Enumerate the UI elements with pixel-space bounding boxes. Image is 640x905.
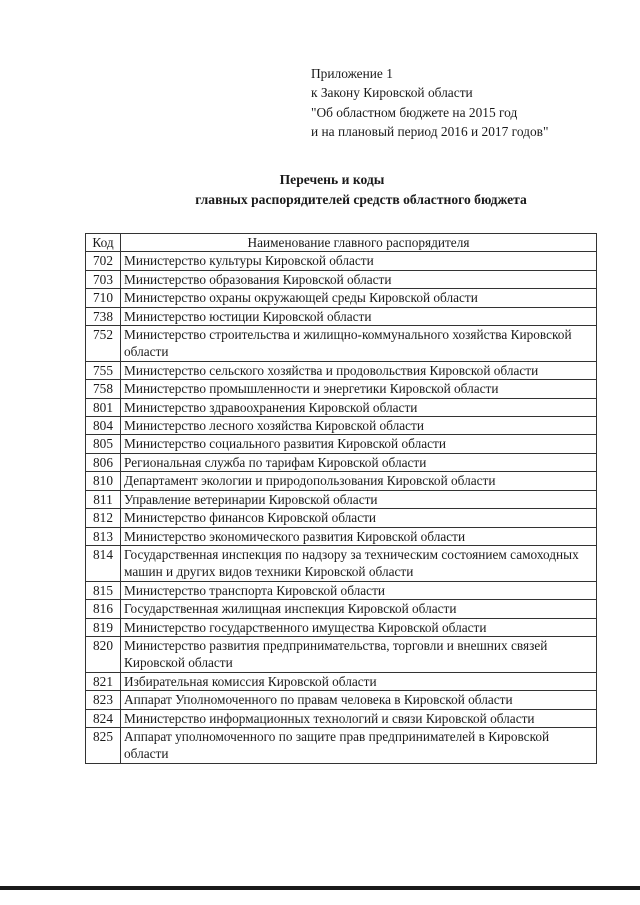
distributors-table	[85, 233, 597, 764]
row-name: Государственная жилищная инспекция Кировской области	[121, 600, 597, 618]
bottom-divider	[0, 886, 640, 890]
row-name: Министерство сельского хозяйства и продовольствия Кировской области	[121, 361, 597, 379]
table-row	[86, 636, 597, 672]
row-code: 824	[86, 709, 121, 727]
row-name: Министерство охраны окружающей среды Кировской области	[121, 289, 597, 307]
table-row	[86, 398, 597, 416]
column-header-code: Код	[86, 234, 121, 252]
table-row	[86, 252, 597, 270]
row-name: Министерство юстиции Кировской области	[121, 307, 597, 325]
title-line-1: Перечень и коды	[279, 172, 385, 187]
row-code: 752	[86, 326, 121, 362]
row-code: 738	[86, 307, 121, 325]
row-code: 801	[86, 398, 121, 416]
table-row	[86, 435, 597, 453]
row-code: 810	[86, 472, 121, 490]
document-title	[0, 170, 640, 209]
row-name: Министерство здравоохранения Кировской области	[121, 398, 597, 416]
row-code: 814	[86, 545, 121, 581]
table-row	[86, 672, 597, 690]
table-row	[86, 472, 597, 490]
table-row	[86, 307, 597, 325]
row-name: Государственная инспекция по надзору за техническим состоянием самоходных машин и других видов техники Кировской области	[121, 545, 597, 581]
table-row	[86, 709, 597, 727]
row-code: 710	[86, 289, 121, 307]
table-row	[86, 527, 597, 545]
table-row	[86, 417, 597, 435]
table-row	[86, 453, 597, 471]
row-code: 816	[86, 600, 121, 618]
appendix-note	[311, 64, 548, 141]
appendix-line: "Об областном бюджете на 2015 год	[311, 104, 518, 120]
row-code: 812	[86, 509, 121, 527]
row-code: 825	[86, 727, 121, 763]
row-code: 804	[86, 417, 121, 435]
table-row	[86, 581, 597, 599]
table-row	[86, 509, 597, 527]
row-code: 755	[86, 361, 121, 379]
table-row	[86, 490, 597, 508]
row-name: Министерство транспорта Кировской области	[121, 581, 597, 599]
table-row	[86, 289, 597, 307]
row-code: 811	[86, 490, 121, 508]
table-row	[86, 727, 597, 763]
table-row	[86, 361, 597, 379]
row-code: 805	[86, 435, 121, 453]
title-line-2: главных распорядителей средств областного бюджета	[195, 191, 527, 207]
row-code: 758	[86, 380, 121, 398]
row-name: Министерство государственного имущества Кировской области	[121, 618, 597, 636]
row-code: 813	[86, 527, 121, 545]
row-code: 819	[86, 618, 121, 636]
row-code: 703	[86, 270, 121, 288]
row-name: Министерство строительства и жилищно-коммунального хозяйства Кировской области	[121, 326, 597, 362]
row-name: Аппарат уполномоченного по защите прав предпринимателей в Кировской области	[121, 727, 597, 763]
table-row	[86, 545, 597, 581]
row-name: Министерство культуры Кировской области	[121, 252, 597, 270]
row-name: Министерство социального развития Кировской области	[121, 435, 597, 453]
row-name: Министерство промышленности и энергетики Кировской области	[121, 380, 597, 398]
row-name: Министерство финансов Кировской области	[121, 509, 597, 527]
row-name: Министерство образования Кировской области	[121, 270, 597, 288]
row-code: 821	[86, 672, 121, 690]
table-row	[86, 270, 597, 288]
row-code: 806	[86, 453, 121, 471]
row-code: 702	[86, 252, 121, 270]
row-name: Министерство информационных технологий и связи Кировской области	[121, 709, 597, 727]
row-name: Министерство лесного хозяйства Кировской области	[121, 417, 597, 435]
row-name: Управление ветеринарии Кировской области	[121, 490, 597, 508]
column-header-name: Наименование главного распорядителя	[121, 234, 597, 252]
table-header-row	[86, 234, 597, 252]
table-row	[86, 380, 597, 398]
row-name: Департамент экологии и природопользования Кировской области	[121, 472, 597, 490]
row-name: Министерство экономического развития Кировской области	[121, 527, 597, 545]
row-name: Министерство развития предпринимательства, торговли и внешних связей Кировской области	[121, 636, 597, 672]
row-name: Региональная служба по тарифам Кировской области	[121, 453, 597, 471]
table-row	[86, 326, 597, 362]
appendix-line: и на плановый период 2016 и 2017 годов"	[311, 123, 549, 139]
appendix-line: к Закону Кировской области	[311, 85, 473, 101]
row-name: Избирательная комиссия Кировской области	[121, 672, 597, 690]
row-code: 823	[86, 691, 121, 709]
table-row	[86, 600, 597, 618]
table-row	[86, 691, 597, 709]
row-code: 820	[86, 636, 121, 672]
row-code: 815	[86, 581, 121, 599]
table-row	[86, 618, 597, 636]
appendix-line: Приложение 1	[311, 66, 393, 81]
row-name: Аппарат Уполномоченного по правам человека в Кировской области	[121, 691, 597, 709]
